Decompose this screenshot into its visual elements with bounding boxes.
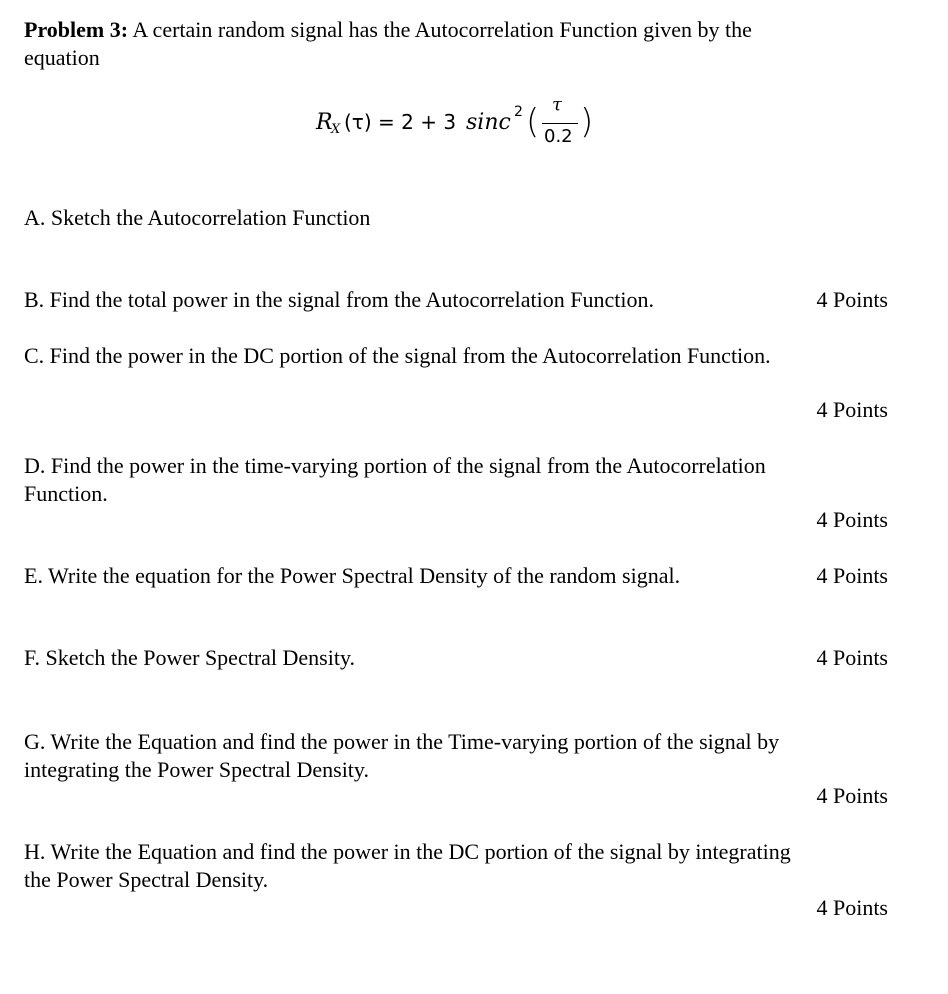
part-d-line1: D. Find the power in the time-varying portion of the signal from the Autocorrelation xyxy=(24,453,766,478)
problem-intro-line1 xyxy=(24,16,752,44)
part-h-points: 4 Points xyxy=(816,895,888,920)
part-c: C. Find the power in the DC portion of the signal from the Autocorrelation Function. xyxy=(24,343,771,368)
eq-superscript: 2 xyxy=(514,104,523,120)
part-b-points: 4 Points xyxy=(816,287,888,312)
part-g-line2: integrating the Power Spectral Density. xyxy=(24,757,369,782)
part-g-points: 4 Points xyxy=(816,783,888,808)
part-e-points: 4 Points xyxy=(816,563,888,588)
part-h-line2: the Power Spectral Density. xyxy=(24,867,269,892)
part-a: A. Sketch the Autocorrelation Function xyxy=(24,205,371,230)
part-h-line1: H. Write the Equation and find the power in the DC portion of the signal by integrating xyxy=(24,839,791,864)
problem-intro-line2: equation xyxy=(24,45,100,70)
eq-paren-open: ( xyxy=(526,102,540,142)
eq-fraction-bar xyxy=(542,123,578,124)
part-g-line1: G. Write the Equation and find the power in the Time-varying portion of the signal by xyxy=(24,729,780,754)
part-b: B. Find the total power in the signal from the Autocorrelation Function. xyxy=(24,287,654,312)
eq-numerator: τ xyxy=(552,94,562,115)
eq-sinc: sinc xyxy=(466,110,511,135)
part-f: F. Sketch the Power Spectral Density. xyxy=(24,645,356,670)
eq-paren-close: ) xyxy=(580,102,594,142)
part-d-line2: Function. xyxy=(24,481,108,506)
problem-label: Problem 3: xyxy=(24,17,129,42)
eq-denominator: 0.2 xyxy=(544,126,573,147)
part-e: E. Write the equation for the Power Spectral Density of the random signal. xyxy=(24,563,681,588)
part-d-points: 4 Points xyxy=(816,507,888,532)
eq-subscript: X xyxy=(331,122,341,137)
problem-intro-text: A certain random signal has the Autocorrelation Function given by the xyxy=(132,17,752,42)
eq-r: R xyxy=(316,110,333,135)
eq-arg: (τ) = 2 + 3 xyxy=(344,110,457,134)
part-c-points: 4 Points xyxy=(816,397,888,422)
part-f-points: 4 Points xyxy=(816,645,888,670)
